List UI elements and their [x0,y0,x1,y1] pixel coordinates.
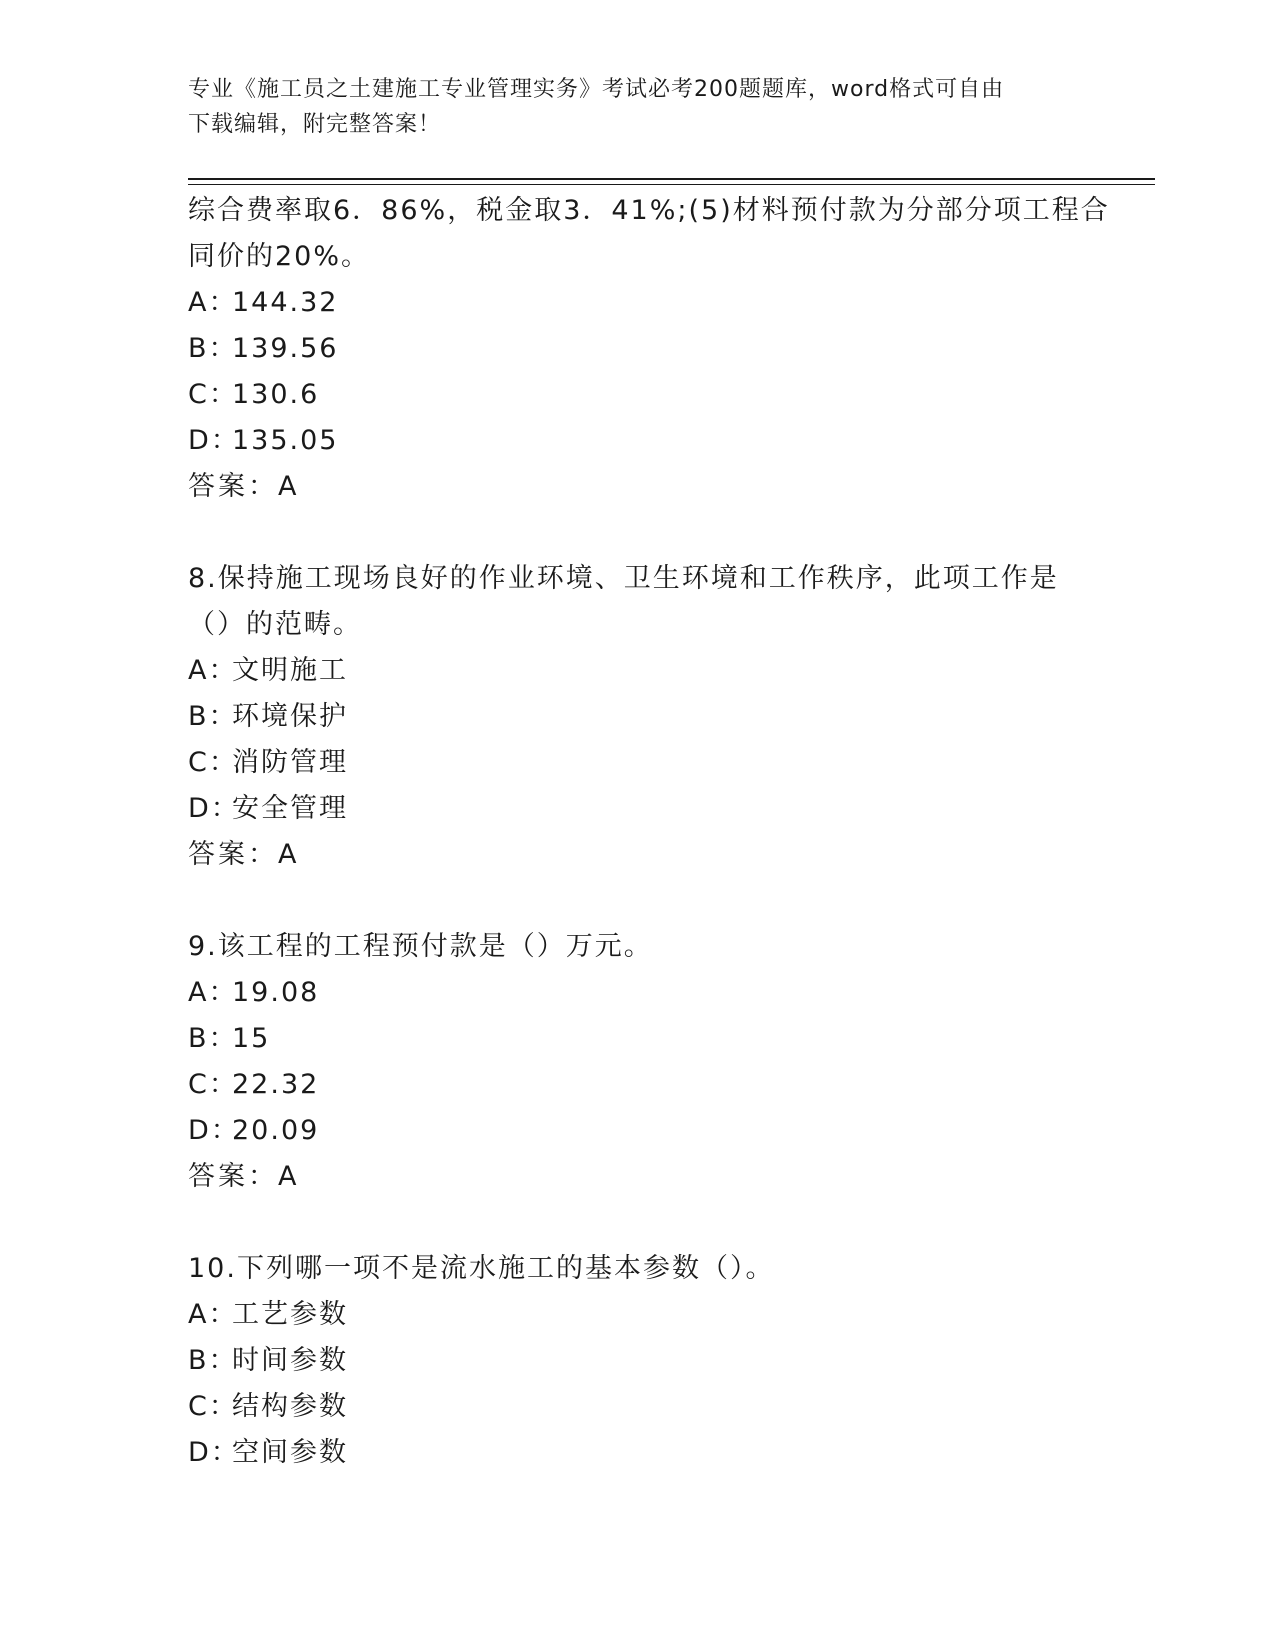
option-value: 工艺参数 [232,1299,348,1330]
option-key: D： [188,1437,240,1468]
option-value: 结构参数 [232,1391,348,1422]
option-key: C： [188,379,238,410]
option-key: D： [188,1115,240,1146]
answer-value: A [278,839,298,870]
option-c [188,740,1088,786]
header-title-line2: 下载编辑，附完整答案！ [188,112,442,137]
option-value: 144.32 [232,287,339,318]
option-key: A： [188,655,238,686]
question-text: 10.下列哪一项不是流水施工的基本参数（）。 [188,1253,775,1284]
option-b [188,326,1088,372]
option-value: 19.08 [232,977,320,1008]
question-7 [188,188,1110,510]
option-key: B： [188,333,238,364]
header-title-line1: 专业《施工员之土建施工专业管理实务》考试必考200题题库，word格式可自由 [188,77,1005,102]
answer-label: 答案： [188,471,278,502]
answer-line [188,832,1088,878]
option-value: 空间参数 [232,1437,348,1468]
option-value: 时间参数 [232,1345,348,1376]
option-b [188,1016,1088,1062]
answer-label: 答案： [188,839,278,870]
question-8 [188,556,1088,878]
option-value: 130.6 [232,379,320,410]
option-key: B： [188,1345,238,1376]
option-d [188,786,1088,832]
answer-value: A [278,471,298,502]
option-key: C： [188,1391,238,1422]
header-divider-thick [188,178,1155,180]
option-key: A： [188,287,238,318]
option-a [188,280,1088,326]
answer-line [188,464,1088,510]
option-value: 20.09 [232,1115,320,1146]
option-value: 135.05 [232,425,339,456]
spacer [188,878,1088,924]
option-a [188,1292,1088,1338]
question-text: 同价的20%。 [188,241,371,272]
option-value: 安全管理 [232,793,348,824]
option-value: 139.56 [232,333,339,364]
option-value: 15 [232,1023,271,1054]
option-key: B： [188,1023,238,1054]
option-a [188,970,1088,1016]
option-value: 消防管理 [232,747,348,778]
option-key: A： [188,977,238,1008]
option-value: 环境保护 [232,701,348,732]
option-key: C： [188,1069,238,1100]
header-divider-thin [188,184,1155,185]
question-text: 9.该工程的工程预付款是（）万元。 [188,931,653,962]
question-10 [188,1246,1088,1476]
option-value: 文明施工 [232,655,348,686]
option-d [188,418,1088,464]
question-text: （）的范畴。 [188,609,362,640]
option-key: B： [188,701,238,732]
answer-value: A [278,1161,298,1192]
option-key: D： [188,425,240,456]
answer-line [188,1154,1088,1200]
option-key: A： [188,1299,238,1330]
option-d [188,1108,1088,1154]
question-9 [188,924,1088,1200]
option-key: C： [188,747,238,778]
spacer [188,1200,1088,1246]
option-c [188,1384,1088,1430]
option-key: D： [188,793,240,824]
question-list [188,188,1110,1476]
option-a [188,648,1088,694]
answer-label: 答案： [188,1161,278,1192]
option-b [188,1338,1088,1384]
option-c [188,372,1088,418]
spacer [188,510,1088,556]
option-value: 22.32 [232,1069,320,1100]
option-c [188,1062,1088,1108]
option-b [188,694,1088,740]
question-text: 综合费率取6．86%，税金取3．41%;(5)材料预付款为分部分项工程合 [188,195,1110,226]
option-d [188,1430,1088,1476]
question-text: 8.保持施工现场良好的作业环境、卫生环境和工作秩序，此项工作是 [188,563,1059,594]
document-header [188,72,1088,142]
